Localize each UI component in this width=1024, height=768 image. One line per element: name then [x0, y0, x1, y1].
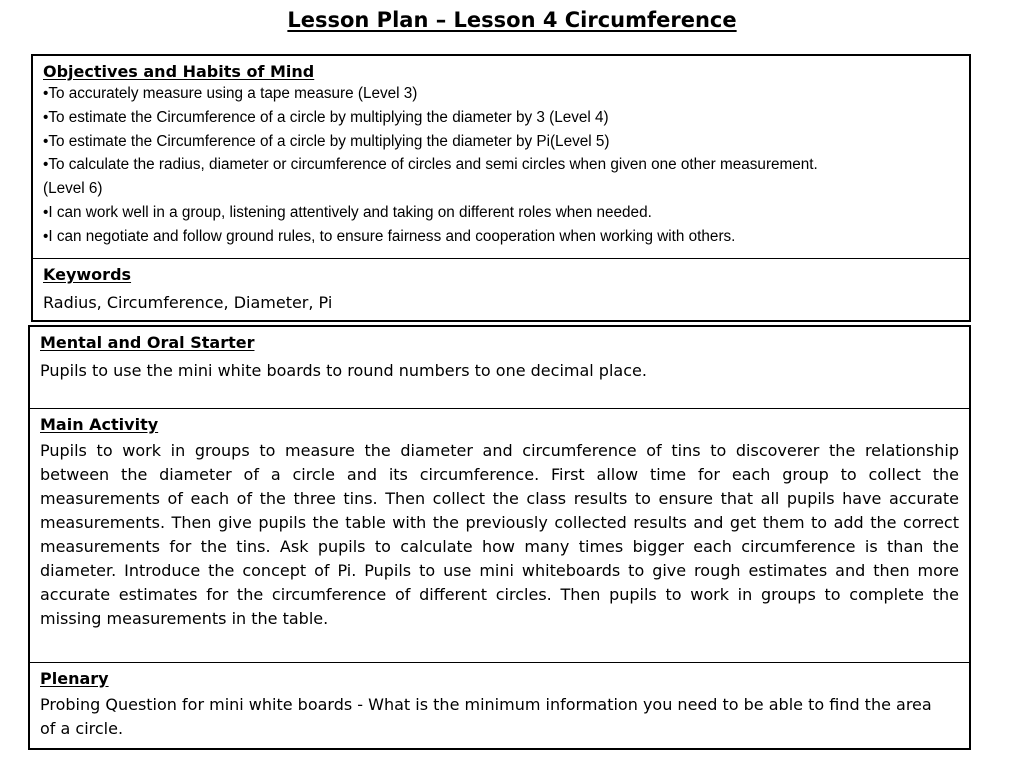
starter-section — [30, 333, 969, 408]
main-activity-text: Pupils to work in groups to measure the diameter and circumference of tins to discoverer the relationship between the diameter of a circle and its circumference. First allow time for each group to collect the measurements of each of the three tins. Then collect the class results to ensure that all pupils have accurate measurements. Then give pupils the table with the previously collected results and get them to add the correct measurements for the tins. Ask pupils to calculate how many times bigger each circumference is than the diameter. Introduce the concept of Pi. Pupils to use mini whiteboards to give rough estimates and then more accurate estimates for the circumference of different circles. Then pupils to work in groups to complete the missing measurements in the table. — [40, 441, 959, 628]
keywords-section — [33, 258, 969, 320]
main-activity-section — [30, 408, 969, 662]
objective-item: •To calculate the radius, diameter or circumference of circles and semi circles when given one other measurement. (Level 6) — [43, 156, 818, 198]
plenary-heading: Plenary — [40, 669, 109, 688]
objectives-heading: Objectives and Habits of Mind — [43, 62, 315, 81]
main-activity-heading: Main Activity — [40, 415, 159, 434]
objective-item: •To estimate the Circumference of a circle by multiplying the diameter by 3 (Level 4) — [43, 108, 609, 126]
lesson-activities-box — [28, 325, 971, 750]
objective-item: •To accurately measure using a tape measure (Level 3) — [43, 85, 418, 102]
keywords-heading: Keywords — [43, 265, 132, 284]
keywords-text: Radius, Circumference, Diameter, Pi — [43, 293, 333, 312]
plenary-text: Probing Question for mini white boards - What is the minimum information you need to be able to find the area of a circle. — [40, 695, 932, 738]
objectives-keywords-box — [31, 54, 971, 322]
plenary-section — [30, 662, 969, 748]
objectives-section — [33, 62, 969, 258]
objective-item: •I can work well in a group, listening attentively and taking on different roles when needed. — [43, 203, 652, 221]
starter-heading: Mental and Oral Starter — [40, 333, 255, 352]
objectives-list — [43, 82, 959, 249]
page-title: Lesson Plan – Lesson 4 Circumference — [287, 8, 737, 32]
objective-item: •To estimate the Circumference of a circle by multiplying the diameter by Pi(Level 5) — [43, 132, 610, 150]
starter-text: Pupils to use the mini white boards to round numbers to one decimal place. — [40, 361, 647, 380]
objective-item: •I can negotiate and follow ground rules, to ensure fairness and cooperation when working with others. — [43, 227, 736, 245]
